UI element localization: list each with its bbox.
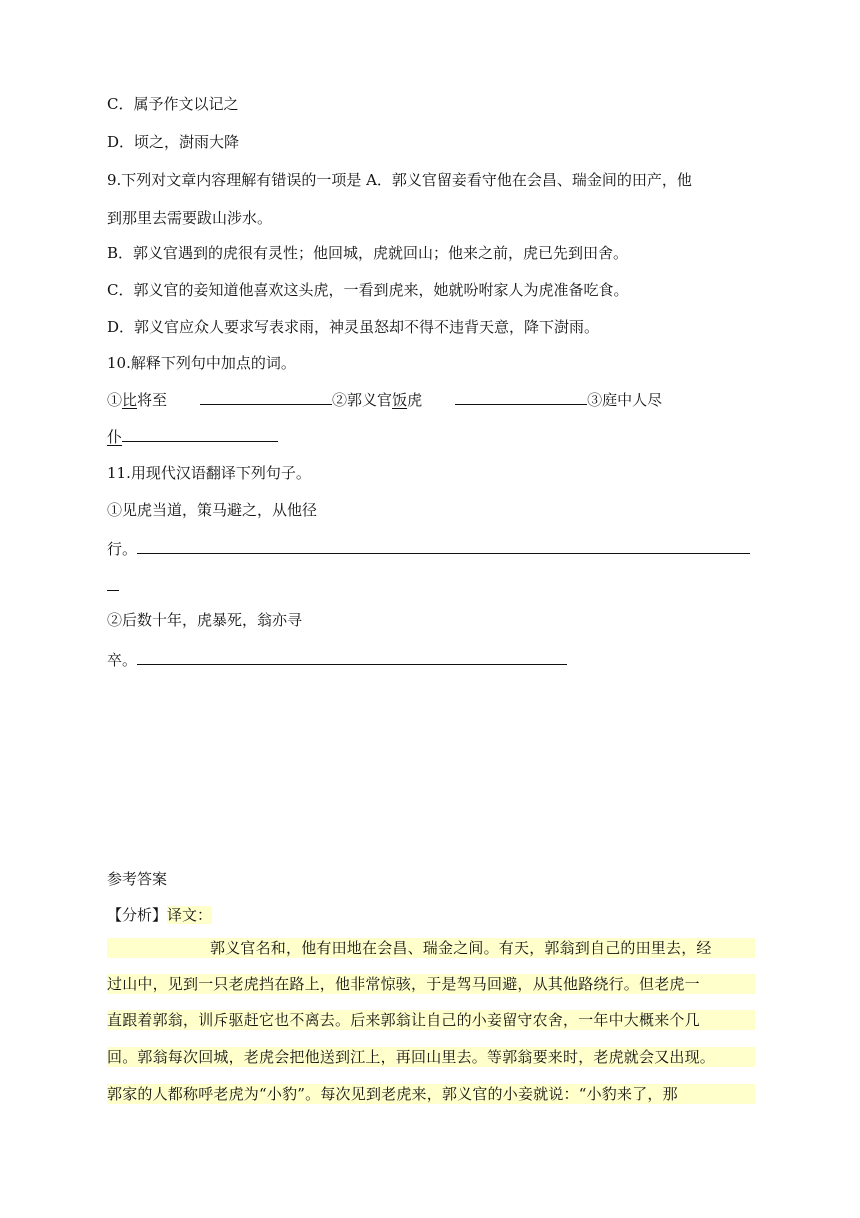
q10-blank-2[interactable] — [455, 389, 587, 405]
translation-line-5: 郭家的人都称呼老虎为“小豹”。每次见到老虎来，郭义官的小妾就说：“小豹来了，那 — [107, 1084, 755, 1104]
q10-item1-rest: 将至 — [137, 391, 168, 409]
translation-line-1-text: 郭义官名和，他有田地在会昌、瑞金之间。有天，郭翁到自己的田里去，经 — [210, 939, 712, 957]
q10-blank-1[interactable] — [200, 389, 332, 405]
translation-line-1 — [107, 938, 755, 958]
q10-item2-word: 饭 — [392, 391, 408, 409]
q11-blank-1-continuation — [107, 590, 119, 591]
q10-blank-3[interactable] — [122, 426, 278, 442]
q10-item3: ③庭中人尽 — [587, 391, 663, 409]
q11-item1-answer-row — [107, 538, 750, 559]
q10-item2-prefix: ②郭义官 — [332, 391, 393, 409]
q10-title: 10.解释下列句中加点的词。 — [107, 354, 296, 372]
q11-item1: ①见虎当道，策马避之，从他径 — [107, 501, 318, 519]
q11-blank-2[interactable] — [137, 649, 567, 665]
q10-item1-prefix: ① — [107, 391, 123, 409]
q9-option-d: D．郭义官应众人要求写表求雨，神灵虽怒却不得不违背天意，降下澍雨。 — [107, 318, 600, 336]
analysis-label: 【分析】 — [107, 906, 168, 924]
q9-option-b: B．郭义官遇到的虎很有灵性；他回城，虎就回山；他来之前，虎已先到田舍。 — [107, 244, 629, 262]
q10-items-row — [107, 389, 662, 410]
translation-line-2: 过山中，见到一只老虎挡在路上，他非常惊骇，于是驾马回避，从其他路绕行。但老虎一 — [107, 974, 755, 994]
q10-item3-word: 仆 — [107, 428, 123, 446]
translation-label: 译文： — [167, 906, 213, 924]
q11-item2-answer-row — [107, 649, 567, 670]
q11-item1-end: 行。 — [107, 540, 138, 558]
q9-stem-line1: 9.下列对文章内容理解有错误的一项是 A．郭义官留妾看守他在会昌、瑞金间的田产，他 — [107, 171, 692, 189]
q8-option-d: D．顷之，澍雨大降 — [107, 133, 240, 151]
q10-item2-rest: 虎 — [407, 391, 423, 409]
q11-blank-1[interactable] — [137, 538, 750, 554]
translation-line-4: 回。郭翁每次回城，老虎会把他送到江上，再回山里去。等郭翁要来时，老虎就会又出现。 — [107, 1047, 755, 1067]
q11-item2-end: 卒。 — [107, 651, 138, 669]
q9-option-c: C．郭义官的妾知道他喜欢这头虎，一看到虎来，她就吩咐家人为虎准备吃食。 — [107, 281, 629, 299]
q9-stem-line2: 到那里去需要跋山涉水。 — [107, 209, 273, 227]
q11-item2: ②后数十年，虎暴死，翁亦寻 — [107, 611, 303, 629]
q8-option-c: C．属予作文以记之 — [107, 95, 239, 113]
analysis-row — [107, 905, 212, 925]
q10-item1-word: 比 — [122, 391, 138, 409]
translation-line-3: 直跟着郭翁，训斥驱赶它也不离去。后来郭翁让自己的小妾留守农舍，一年中大概来个几 — [107, 1010, 755, 1030]
answer-heading: 参考答案 — [107, 870, 168, 888]
q11-title: 11.用现代汉语翻译下列句子。 — [107, 464, 311, 482]
q10-item3-row — [107, 426, 278, 447]
